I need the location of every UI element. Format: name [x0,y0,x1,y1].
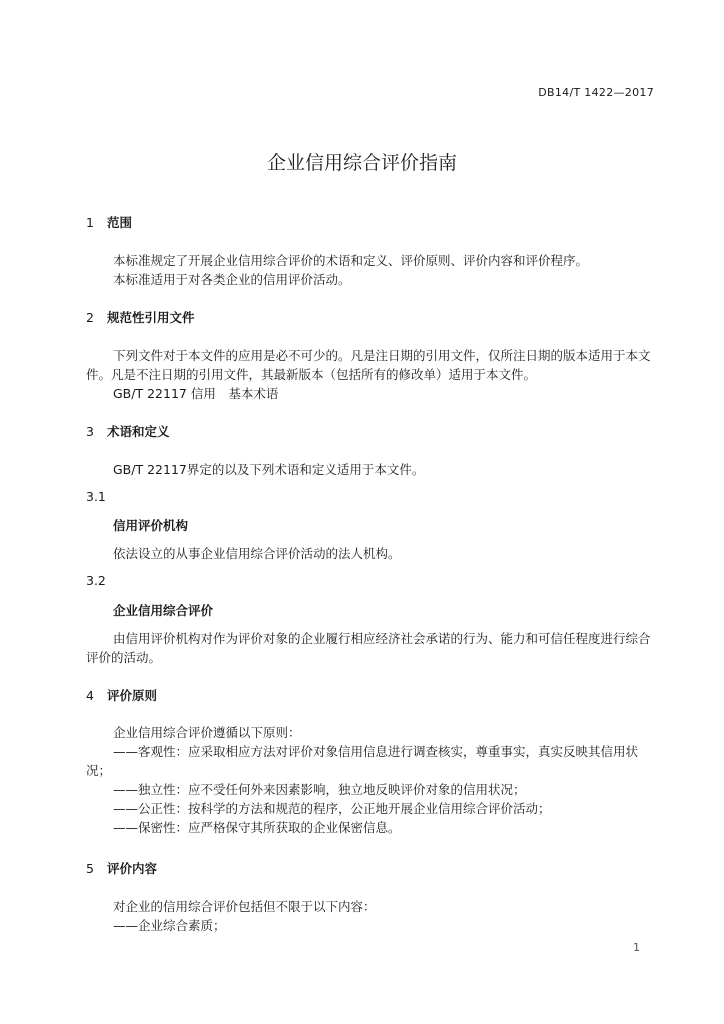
section-number: 2 [86,310,94,325]
section-3-heading [86,422,170,440]
paragraph: GB/T 22117界定的以及下列术语和定义适用于本文件。 [113,462,425,477]
section-title: 评价内容 [107,861,158,876]
section-5-heading [86,859,157,877]
paragraph: 下列文件对于本文件的应用是必不可少的。凡是注日期的引用文件，仅所注日期的版本适用于本文件。凡是不注日期的引用文件，其最新版本（包括所有的修改单）适用于本文件。 [86,348,651,382]
list-item: ——公正性：按科学的方法和规范的程序，公正地开展企业信用综合评价活动； [113,801,551,816]
list-item: ——客观性：应采取相应方法对评价对象信用信息进行调查核实，尊重事实，真实反映其信用状况； [86,744,639,778]
clause-number: 3.2 [86,573,106,588]
section-number: 1 [86,215,94,230]
page-number: 1 [633,941,640,954]
paragraph: 对企业的信用综合评价包括但不限于以下内容： [113,899,376,914]
term-name: 企业信用综合评价 [113,603,214,618]
section-title: 评价原则 [107,688,158,703]
section-1-heading [86,213,132,231]
section-number: 5 [86,861,94,876]
section-number: 4 [86,688,94,703]
term-name: 信用评价机构 [113,518,189,533]
principle-list [86,742,656,837]
term-definition: 由信用评价机构对作为评价对象的企业履行相应经济社会承诺的行为、能力和可信任程度进行综合评价的活动。 [86,631,651,665]
paragraph: 本标准规定了开展企业信用综合评价的术语和定义、评价原则、评价内容和评价程序。 [113,253,589,268]
normative-reference: GB/T 22117 信用 基本术语 [113,386,279,401]
section-2-heading [86,308,195,326]
section-number: 3 [86,424,94,439]
section-title: 范围 [107,215,133,230]
section-4-heading [86,686,157,704]
term-definition: 依法设立的从事企业信用综合评价活动的法人机构。 [113,546,401,561]
paragraph: 企业信用综合评价遵循以下原则： [113,725,301,740]
document-title: 企业信用综合评价指南 [266,152,457,174]
content-list [86,916,656,935]
list-item: ——独立性：应不受任何外来因素影响，独立地反映评价对象的信用状况； [113,782,526,797]
section-title: 规范性引用文件 [107,310,195,325]
standard-code: DB14/T 1422—2017 [538,86,654,99]
section-title: 术语和定义 [107,424,170,439]
list-item: ——保密性：应严格保守其所获取的企业保密信息。 [113,820,401,835]
paragraph: 本标准适用于对各类企业的信用评价活动。 [113,272,351,287]
clause-number: 3.1 [86,489,106,504]
list-item: ——企业综合素质； [113,918,226,933]
